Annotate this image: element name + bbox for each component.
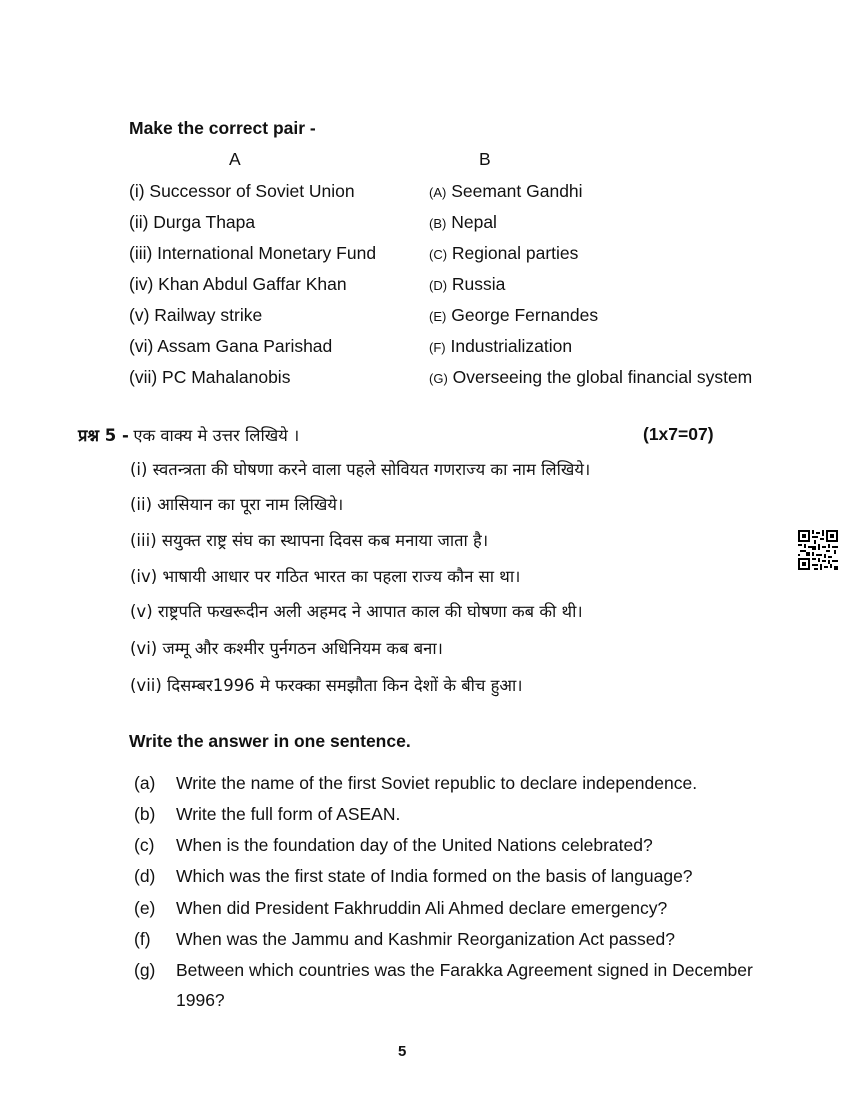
q5-instruction: एक वाक्य मे उत्तर लिखिये । [133, 426, 300, 445]
pair-b-item [429, 243, 578, 264]
q5-hindi-item: (vii) दिसम्बर1996 मे फरक्का समझौता किन देशों के बीच हुआ। [130, 676, 523, 695]
pair-b-item [429, 212, 497, 233]
q5-en-letter: (b) [134, 804, 156, 824]
q5-en-letter: (a) [134, 773, 156, 793]
column-a-header: A [229, 149, 241, 169]
q5-hindi-item: (iv) भाषायी आधार पर गठित भारत का पहला राज्य कौन सा था। [130, 567, 521, 586]
pair-b-text: Nepal [451, 212, 497, 232]
pair-a-item: (i) Successor of Soviet Union [129, 181, 355, 201]
q5-heading [78, 423, 299, 446]
pair-a-item: (iv) Khan Abdul Gaffar Khan [129, 274, 347, 294]
q5-en-letter: (c) [134, 835, 155, 855]
q5-en-item-continuation: 1996? [176, 990, 225, 1010]
pairs-title: Make the correct pair - [129, 118, 316, 138]
pair-a-item: (v) Railway strike [129, 305, 263, 325]
pair-a-item: (ii) Durga Thapa [129, 212, 256, 232]
q5-en-item: When was the Jammu and Kashmir Reorganization Act passed? [176, 929, 676, 949]
pair-b-text: Seemant Gandhi [451, 181, 583, 201]
column-b-header: B [479, 149, 491, 169]
q5-en-item: Write the full form of ASEAN. [176, 804, 401, 824]
pair-b-text: Overseeing the global financial system [452, 367, 753, 387]
pair-b-letter: (D) [429, 278, 448, 293]
q5-hindi-item: (i) स्वतन्त्रता की घोषणा करने वाला पहले सोवियत गणराज्य का नाम लिखिये। [130, 460, 591, 479]
pair-b-letter: (E) [429, 309, 447, 324]
pair-b-item [429, 274, 505, 295]
q5-en-item: When is the foundation day of the United Nations celebrated? [176, 835, 653, 855]
pair-b-text: Russia [451, 274, 506, 294]
pair-a-item: (vi) Assam Gana Parishad [129, 336, 333, 356]
pair-b-text: Regional parties [451, 243, 579, 263]
qr-code-icon [798, 530, 838, 570]
pair-b-letter: (B) [429, 216, 447, 231]
q5-hindi-item: (v) राष्ट्रपति फखरूदीन अली अहमद ने आपात काल की घोषणा कब की थी। [130, 602, 583, 621]
pair-b-letter: (F) [429, 340, 446, 355]
q5-hindi-item: (vi) जम्मू और कश्मीर पुर्नगठन अधिनियम कब बना। [130, 639, 443, 658]
q5-en-item: Between which countries was the Farakka Agreement signed in December [176, 960, 753, 980]
pair-b-item [429, 181, 583, 202]
pair-a-item: (iii) International Monetary Fund [129, 243, 377, 263]
q5-en-letter: (e) [134, 898, 156, 918]
pair-b-item [429, 367, 752, 388]
pair-b-text: George Fernandes [451, 305, 599, 325]
q5-en-letter: (d) [134, 866, 156, 886]
q5-hindi-item: (iii) सयुक्त राष्ट्र संघ का स्थापना दिवस कब मनाया जाता है। [130, 531, 489, 550]
q5-en-letter: (g) [134, 960, 156, 980]
pair-b-letter: (G) [429, 371, 448, 386]
q5-en-letter: (f) [134, 929, 151, 949]
pair-a-item: (vii) PC Mahalanobis [129, 367, 291, 387]
q5-marks: (1x7=07) [643, 424, 714, 444]
q5-en-item: Which was the first state of India formed on the basis of language? [176, 866, 693, 886]
pair-b-letter: (C) [429, 247, 448, 262]
q5-english-title: Write the answer in one sentence. [129, 731, 411, 751]
pair-b-item [429, 305, 598, 326]
q5-hindi-item: (ii) आसियान का पूरा नाम लिखिये। [130, 495, 344, 514]
pair-b-letter: (A) [429, 185, 447, 200]
page-number: 5 [398, 1043, 407, 1060]
pair-b-text: Industrialization [450, 336, 573, 356]
q5-en-item: When did President Fakhruddin Ali Ahmed declare emergency? [176, 898, 668, 918]
pair-b-item [429, 336, 572, 357]
q5-label: प्रश्न 5 - [78, 426, 129, 445]
q5-en-item: Write the name of the first Soviet republic to declare independence. [176, 773, 698, 793]
